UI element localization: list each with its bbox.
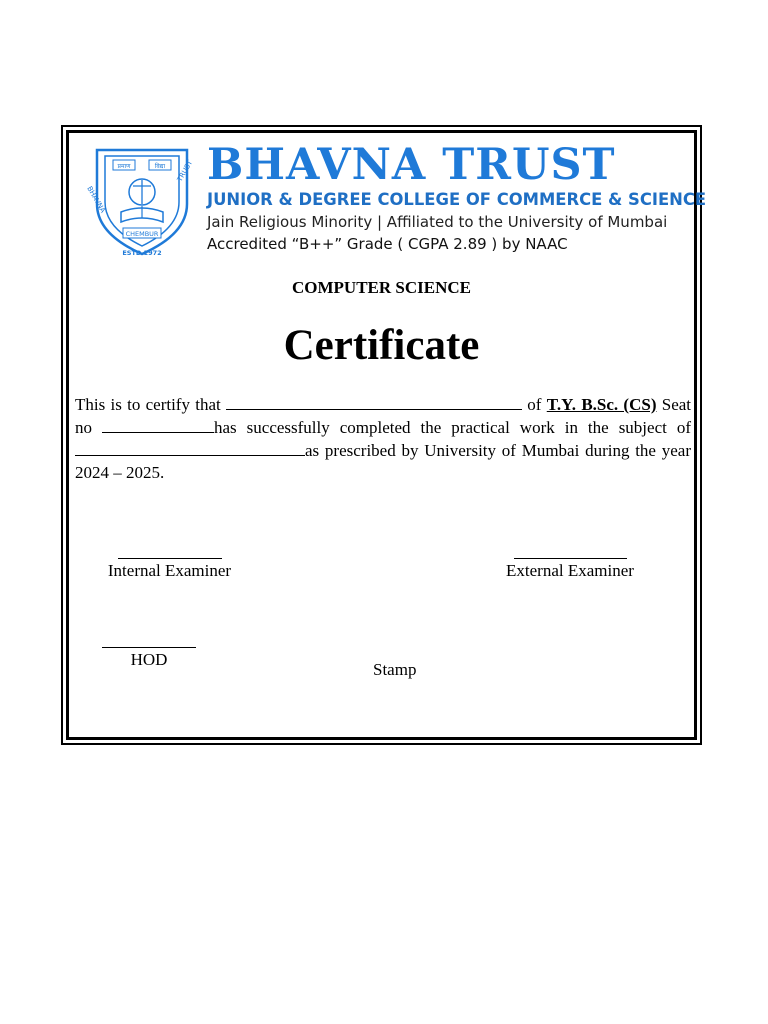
university-text: as prescribed by University of Mumbai during the year 2024 – 2025. [75, 441, 691, 482]
logo-place-text: CHEMBUR [125, 230, 159, 238]
hod-signature [99, 647, 199, 670]
trust-name: BHAVNA TRUST [207, 140, 616, 190]
student-name-blank [226, 393, 522, 410]
seat-no-blank [102, 416, 214, 433]
signature-line [102, 647, 196, 648]
external-examiner-signature [495, 558, 645, 581]
course-name: T.Y. B.Sc. (CS) [546, 395, 657, 414]
hod-label: HOD [130, 650, 168, 669]
svg-text:BHAVNA: BHAVNA [85, 185, 107, 215]
college-name: JUNIOR & DEGREE COLLEGE OF COMMERCE & SCIENCE [207, 190, 707, 209]
college-header [83, 139, 707, 257]
accreditation-line: Accredited “B++” Grade ( CGPA 2.89 ) by NAAC [207, 235, 568, 253]
logo-top-right-text: विद्या [154, 163, 166, 170]
internal-examiner-signature [97, 558, 242, 581]
signature-line [514, 558, 627, 559]
logo-top-left-text: प्रमाण [117, 163, 131, 170]
college-title-block [207, 139, 707, 255]
certification-text [75, 393, 691, 484]
certificate-title: Certificate [283, 322, 480, 369]
department-heading: COMPUTER SCIENCE [292, 278, 471, 297]
completion-text: has successfully completed the practical work in the subject of [214, 418, 691, 437]
external-examiner-label: External Examiner [506, 561, 634, 580]
certify-intro: This is to certify that [75, 395, 221, 414]
of-text: of [527, 395, 542, 414]
svg-text:TRUST: TRUST [175, 159, 195, 183]
college-logo [83, 142, 201, 258]
logo-established-text: ESTD 1972 [122, 249, 162, 257]
stamp-label: Stamp [373, 660, 417, 679]
subject-blank [75, 439, 305, 456]
internal-examiner-label: Internal Examiner [107, 561, 232, 580]
certificate-inner-border [66, 130, 707, 740]
seat-no-label: Seat no [75, 395, 692, 437]
signature-line [118, 558, 222, 559]
affiliation-line: Jain Religious Minority | Affiliated to the University of Mumbai [207, 213, 668, 231]
certificate-border [61, 125, 707, 745]
